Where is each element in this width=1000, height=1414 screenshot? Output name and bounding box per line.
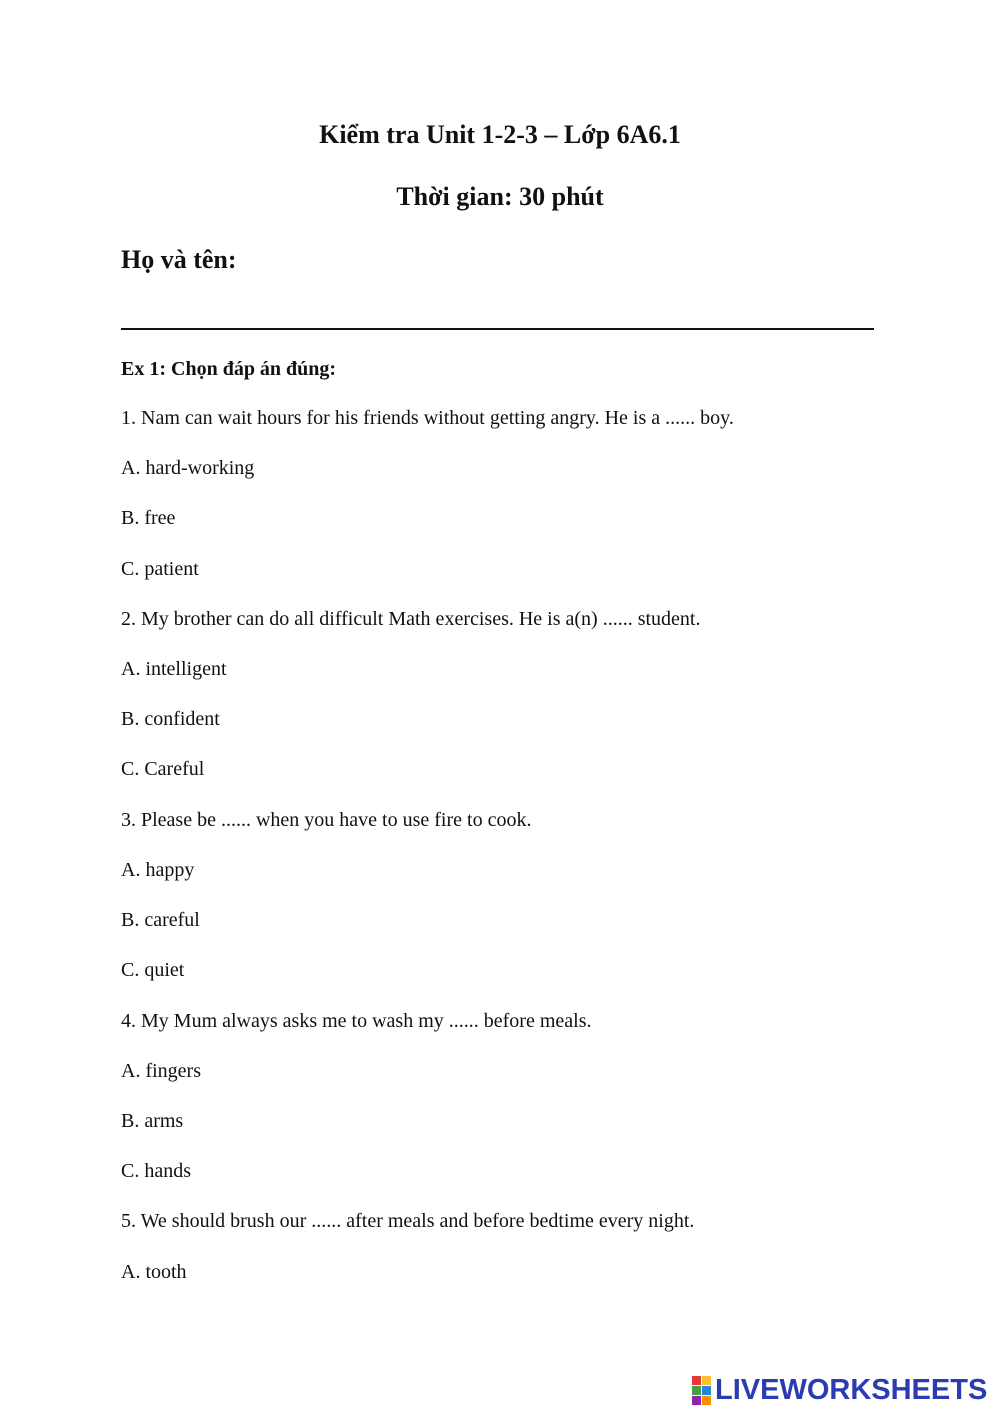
name-answer-line[interactable] [121, 328, 874, 330]
question-3-option-a[interactable]: A. happy [121, 859, 195, 881]
question-3-option-c[interactable]: C. quiet [121, 959, 185, 981]
question-3: 3. Please be ...... when you have to use fire to cook. [121, 809, 532, 831]
question-4: 4. My Mum always asks me to wash my ...... before meals. [121, 1010, 592, 1032]
question-4-option-b[interactable]: B. arms [121, 1110, 184, 1132]
liveworksheets-logo [692, 1374, 987, 1406]
question-5: 5. We should brush our ...... after meals and before bedtime every night. [121, 1210, 695, 1232]
liveworksheets-logo-icon [692, 1376, 711, 1405]
page-title: Kiểm tra Unit 1-2-3 – Lớp 6A6.1 [319, 120, 681, 149]
question-1: 1. Nam can wait hours for his friends without getting angry. He is a ...... boy. [121, 407, 734, 429]
question-5-option-a[interactable]: A. tooth [121, 1261, 187, 1283]
question-1-option-c[interactable]: C. patient [121, 558, 199, 580]
question-1-option-a[interactable]: A. hard-working [121, 457, 255, 479]
question-1-option-b[interactable]: B. free [121, 507, 176, 529]
question-2-option-b[interactable]: B. confident [121, 708, 220, 730]
question-2: 2. My brother can do all difficult Math exercises. He is a(n) ...... student. [121, 608, 701, 630]
liveworksheets-logo-text: LIVEWORKSHEETS [715, 1373, 988, 1406]
page-subtitle: Thời gian: 30 phút [396, 182, 604, 211]
question-4-option-a[interactable]: A. fingers [121, 1060, 201, 1082]
question-4-option-c[interactable]: C. hands [121, 1160, 191, 1182]
question-3-option-b[interactable]: B. careful [121, 909, 200, 931]
question-2-option-c[interactable]: C. Careful [121, 758, 205, 780]
exercise-heading: Ex 1: Chọn đáp án đúng: [121, 358, 337, 380]
question-2-option-a[interactable]: A. intelligent [121, 658, 227, 680]
name-label: Họ và tên: [121, 245, 237, 274]
